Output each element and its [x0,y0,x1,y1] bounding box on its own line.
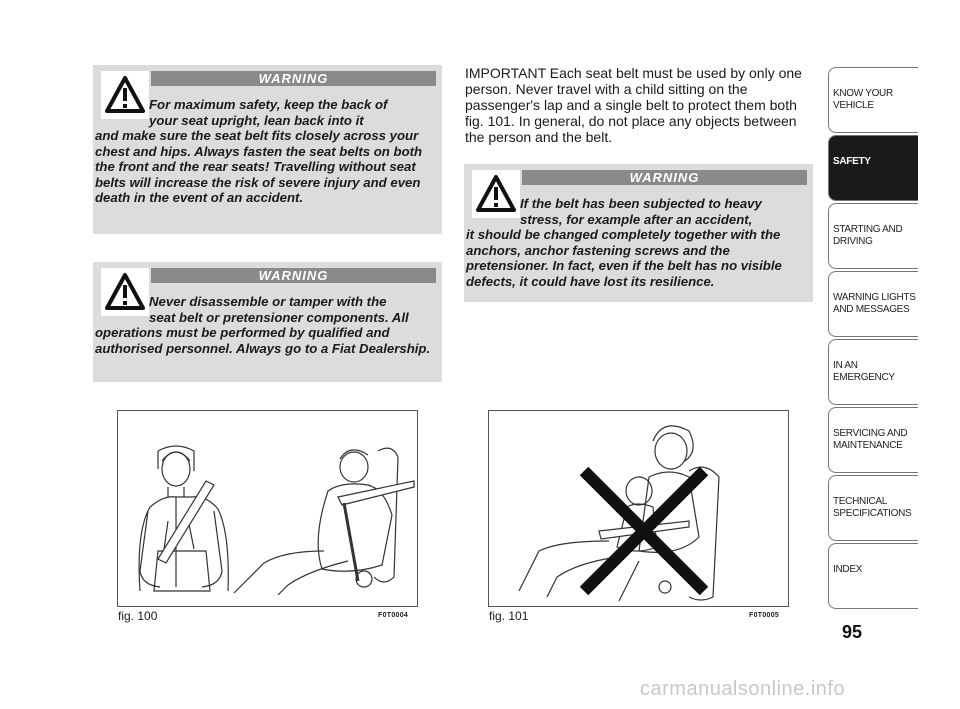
warning-text: Never disassemble or tamper with the seat belt or pretensioner components. All operations must be performed by qualified and authorised personnel. Always go to a Fiat Dealership. [95,294,431,356]
figure-child-on-lap-incorrect [488,410,789,607]
tab-safety[interactable]: SAFETY [828,135,918,201]
warning-box-seat-position [93,65,442,234]
tab-warning-lights-and-messages[interactable]: WARNING LIGHTS AND MESSAGES [828,271,918,337]
warning-title: WARNING [151,71,436,86]
warning-text: If the belt has been subjected to heavy stress, for example after an accident, it should be changed completely together with the anchors, anchor fastening screws and the pretensioner. In fact, even if the belt has no visible defects, it could have lost its resilience. [466,196,782,289]
tab-in-an-emergency[interactable]: IN AN EMERGENCY [828,339,918,405]
warning-box-belt-replacement [464,164,813,302]
warning-box-tamper [93,262,442,382]
figure-seat-belt-correct [117,410,418,607]
watermark: carmanualsonline.info [640,678,846,700]
figure-code: F0T0004 [378,612,409,619]
warning-text: For maximum safety, keep the back of your seat upright, lean back into it and make sure the seat belt fits closely across your chest and hips. Always fasten the seat belts on both the front and the rear seats! Travelling without seat belts will increase the risk of severe injury and even death in the event of an accident. [95,97,423,205]
tab-index[interactable]: INDEX [828,543,918,609]
figure-label: fig. 101 [489,609,529,623]
tab-starting-and-driving[interactable]: STARTING AND DRIVING [828,203,918,269]
tab-servicing-and-maintenance[interactable]: SERVICING AND MAINTENANCE [828,407,918,473]
warning-title: WARNING [522,170,807,185]
seated-occupants-illustration [118,411,417,606]
tab-know-your-vehicle[interactable]: KNOW YOUR VEHICLE [828,67,918,133]
child-on-lap-illustration [489,411,788,606]
figure-code: F0T0005 [749,612,780,619]
tab-technical-specifications[interactable]: TECHNICAL SPECIFICATIONS [828,475,918,541]
important-paragraph: IMPORTANT Each seat belt must be used by only one person. Never travel with a child sitting on the passenger's lap and a single belt to protect them both fig. 101. In general, do not place any objects between the person and the belt. [465,65,802,145]
figure-label: fig. 100 [118,609,158,623]
page-number: 95 [842,622,863,642]
warning-title: WARNING [151,268,436,283]
